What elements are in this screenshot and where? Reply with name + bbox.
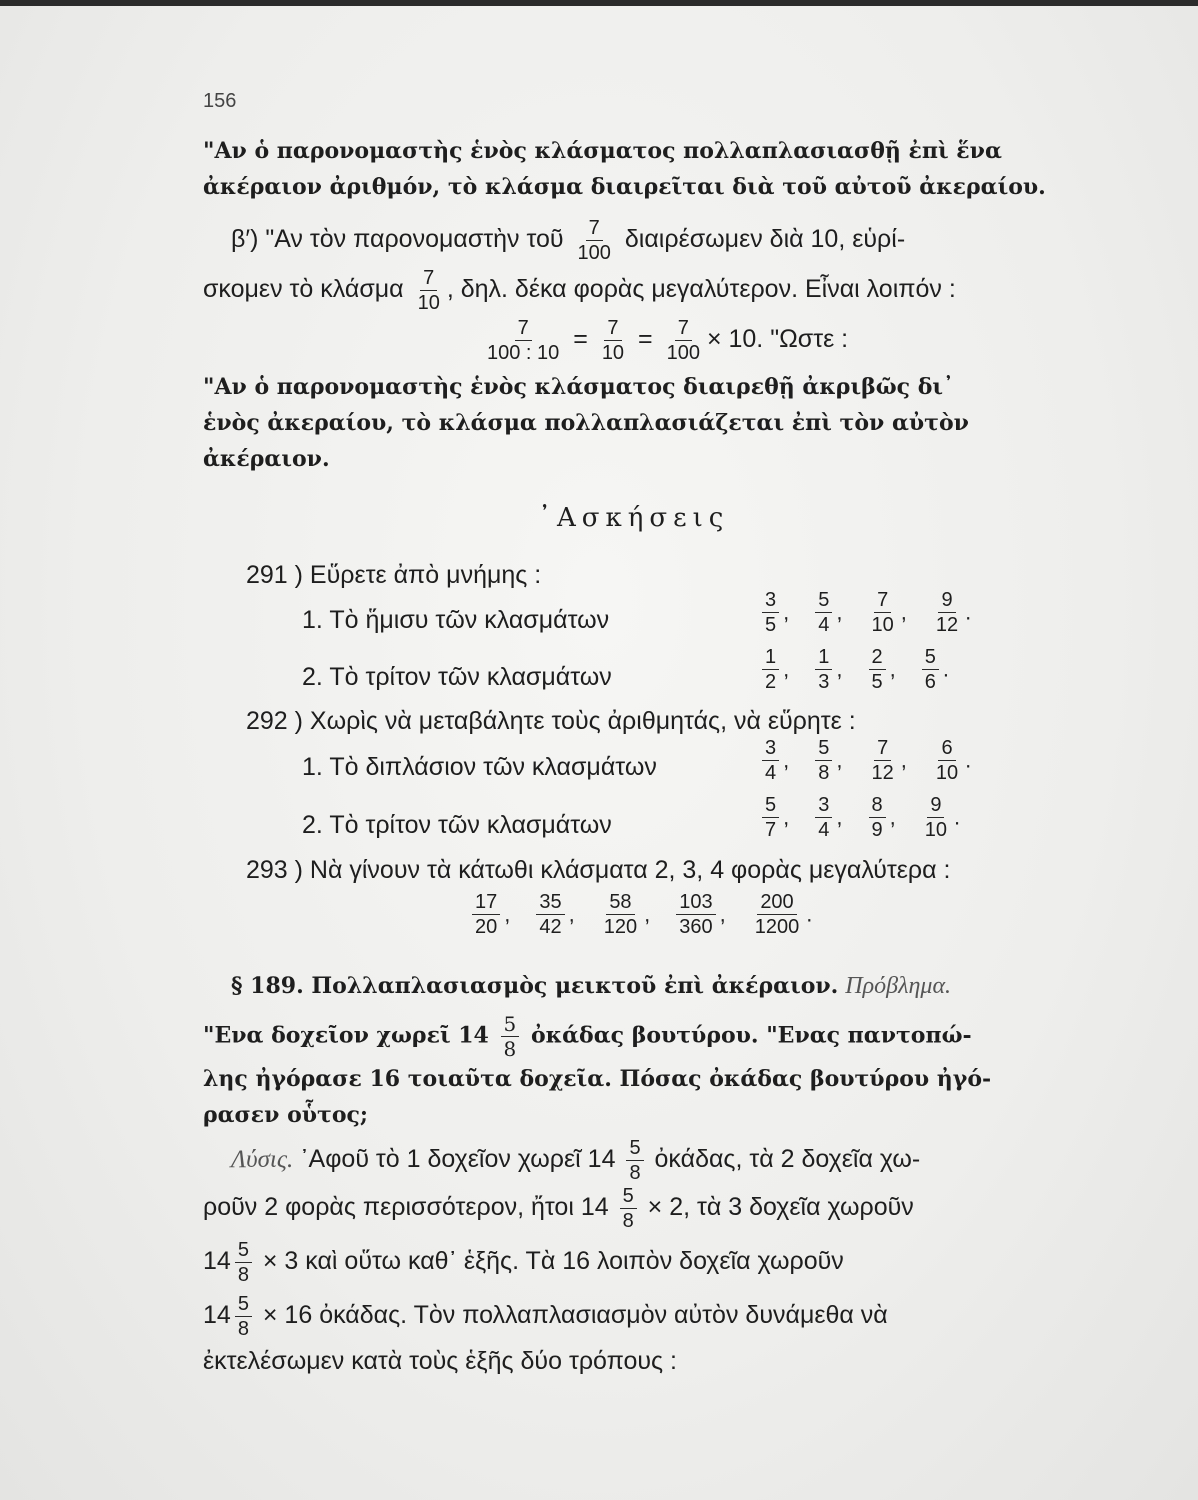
fraction-item: [758, 590, 789, 635]
solution-text7: 14: [203, 1301, 231, 1330]
fraction-item: [929, 590, 971, 635]
fraction-denominator: 8: [237, 1318, 249, 1340]
fraction-numerator: 5: [815, 590, 832, 613]
fraction-item: [468, 892, 510, 937]
solution-text1: ᾿Αφοῦ τὸ 1 δοχεῖον χωρεῖ 14: [300, 1145, 616, 1174]
fraction: [869, 647, 886, 692]
fraction-denominator: 4: [818, 819, 830, 841]
fraction: [626, 1138, 643, 1183]
fraction-item: [865, 738, 907, 783]
fraction-separator: .: [965, 747, 972, 773]
fraction-denominator: 5: [871, 671, 883, 693]
fraction: [815, 647, 832, 692]
fraction-separator: ,: [783, 747, 790, 773]
fraction: [235, 1240, 252, 1285]
solution-text3: ροῦν 2 φορὰς περισσότερον, ἤτοι 14: [203, 1193, 609, 1222]
fraction: [815, 590, 832, 635]
section-189-title-line: [231, 970, 951, 1001]
rule2-line2: ἑνὸς ἀκεραίου, τὸ κλάσμα πολλαπλασιάζεται ἐπὶ τὸν αὐτὸν: [203, 410, 969, 436]
section-189-title: § 189. Πολλαπλασιασμὸς μεικτοῦ ἐπὶ ἀκέραιον.: [231, 973, 839, 999]
fraction-item: [865, 647, 896, 692]
fraction-numerator: 2: [869, 647, 886, 670]
fraction: [933, 738, 961, 783]
fraction-numerator: 7: [515, 318, 532, 341]
fraction-numerator: 7: [604, 318, 621, 341]
exercise-292-item2-label: 2. Τὸ τρίτον τῶν κλασμάτων: [302, 811, 612, 839]
fraction-separator: .: [965, 599, 972, 625]
problem-label: Πρόβλημα.: [845, 973, 952, 999]
fraction: [599, 318, 627, 363]
equals-sign: =: [638, 325, 653, 354]
fraction-item: [865, 590, 907, 635]
fraction-denominator: 10: [935, 762, 959, 784]
fraction-item: [811, 738, 842, 783]
rule2-line3: ἀκέραιον.: [203, 446, 330, 472]
fraction-denominator: 5: [765, 614, 777, 636]
exercise-291-item2-fractions: [758, 647, 949, 692]
solution-text4: × 2, τὰ 3 δοχεῖα χωροῦν: [647, 1193, 914, 1222]
fraction-denominator: 360: [679, 916, 713, 938]
fraction-denominator: 6: [924, 671, 936, 693]
fraction-numerator: 5: [501, 1014, 520, 1037]
fraction-denominator: 10: [924, 819, 947, 841]
exercise-292-item2-fractions: [758, 795, 960, 840]
problem-line3: ρασεν οὗτος;: [203, 1102, 369, 1128]
fraction-denominator: 8: [629, 1162, 641, 1184]
rule1-line1: "Αν ὁ παρονομαστὴς ἑνὸς κλάσματος πολλαπλασιασθῇ ἐπὶ ἕνα: [203, 138, 1002, 164]
fraction-denominator: 4: [765, 762, 777, 784]
fraction-numerator: 5: [762, 795, 779, 818]
exercise-292-title: 292 ) Χωρὶς νὰ μεταβάλητε τοὺς ἀριθμητάς, νὰ εὕρητε :: [246, 707, 856, 735]
fraction-separator: ,: [783, 599, 790, 625]
fraction: [664, 318, 703, 363]
fraction-numerator: 7: [420, 268, 437, 291]
problem-line2: λης ἠγόρασε 16 τοιαῦτα δοχεῖα. Πόσας ὀκάδας βουτύρου ἠγό-: [203, 1066, 992, 1092]
fraction: [762, 795, 779, 840]
exercise-291-item1-fractions: [758, 590, 971, 635]
fraction-numerator: 35: [536, 892, 564, 915]
fraction-numerator: 17: [472, 892, 500, 915]
para-b-line1: [231, 218, 905, 263]
fraction: [815, 738, 832, 783]
fraction: [869, 795, 886, 840]
fraction-separator: ,: [719, 901, 726, 927]
solution-text6: × 3 καὶ οὕτω καθ᾿ ἑξῆς. Τὰ 16 λοιπὸν δοχεῖα χωροῦν: [262, 1247, 844, 1276]
para-b-text3: σκομεν τὸ κλάσμα: [203, 275, 404, 304]
fraction-denominator: 100 : 10: [487, 342, 560, 364]
fraction-denominator: 12: [871, 762, 894, 784]
exercise-291-item2-label: 2. Τὸ τρίτον τῶν κλασμάτων: [302, 663, 612, 691]
fraction: [869, 738, 897, 783]
fraction-numerator: 5: [815, 738, 832, 761]
fraction-denominator: 1200: [754, 916, 800, 938]
solution-text2: ὀκάδας, τὰ 2 δοχεῖα χω-: [654, 1145, 921, 1174]
fraction-numerator: 5: [620, 1186, 637, 1209]
equals-sign: =: [573, 325, 588, 354]
fraction-separator: ,: [836, 656, 843, 682]
fraction: [501, 1014, 520, 1059]
fraction-denominator: 9: [871, 819, 883, 841]
fraction-denominator: 2: [765, 671, 777, 693]
fraction-numerator: 7: [675, 318, 692, 341]
fraction: [472, 892, 500, 937]
fraction-item: [597, 892, 651, 937]
fraction-denominator: 120: [603, 916, 638, 938]
solution-line5: ἐκτελέσωμεν κατὰ τοὺς ἑξῆς δύο τρόπους :: [203, 1347, 677, 1375]
fraction-item: [918, 647, 949, 692]
fraction-separator: ,: [900, 747, 907, 773]
fraction-separator: ,: [783, 656, 790, 682]
fraction-item: [758, 795, 789, 840]
fraction: [676, 892, 715, 937]
rule2-line1: "Αν ὁ παρονομαστὴς ἑνὸς κλάσματος διαιρεθῇ ἀκριβῶς δι᾿: [203, 374, 955, 400]
fraction-separator: .: [942, 656, 949, 682]
fraction-numerator: 103: [676, 892, 715, 915]
fraction-numerator: 9: [927, 795, 944, 818]
solution-line4: [203, 1294, 888, 1339]
rule1-line2: ἀκέραιον ἀριθμόν, τὸ κλάσμα διαιρεῖται διὰ τοῦ αὐτοῦ ἀκεραίου.: [203, 174, 1046, 200]
fraction-denominator: 10: [417, 292, 440, 314]
fraction-numerator: 7: [874, 738, 891, 761]
fraction-separator: ,: [836, 747, 843, 773]
fraction: [752, 892, 803, 937]
fraction-denominator: 100: [577, 242, 611, 264]
fraction-item: [811, 795, 842, 840]
fraction-denominator: 12: [935, 614, 959, 636]
fraction-denominator: 8: [503, 1037, 517, 1061]
fraction: [922, 647, 939, 692]
para-b-text4: , δηλ. δέκα φορὰς μεγαλύτερον. Εἶναι λοιπόν :: [446, 275, 956, 304]
problem-line1: [203, 1014, 972, 1059]
fraction-separator: ,: [836, 804, 843, 830]
fraction: [235, 1294, 252, 1339]
fraction-item: [918, 795, 960, 840]
fraction-denominator: 10: [601, 342, 625, 364]
fraction-separator: ,: [783, 804, 790, 830]
solution-line1: [231, 1138, 920, 1183]
fraction-denominator: 7: [765, 819, 777, 841]
fraction: [536, 892, 564, 937]
solution-text5: 14: [203, 1247, 231, 1276]
solution-line3: [203, 1240, 844, 1285]
fraction-denominator: 42: [539, 916, 562, 938]
exercise-293-fractions: [468, 892, 812, 937]
fraction-numerator: 1: [762, 647, 779, 670]
solution-text8: × 16 ὀκάδας. Τὸν πολλαπλασιασμὸν αὐτὸν δυνάμεθα νὰ: [262, 1301, 888, 1330]
fraction-item: [865, 795, 896, 840]
fraction-denominator: 10: [871, 614, 894, 636]
equation-tail: × 10. "Ωστε :: [706, 325, 849, 354]
fraction-numerator: 5: [626, 1138, 643, 1161]
fraction: [762, 590, 779, 635]
fraction-numerator: 7: [586, 218, 603, 241]
fraction-item: [758, 738, 789, 783]
fraction-numerator: 5: [922, 647, 939, 670]
para-b-line2: [203, 268, 956, 313]
fraction-denominator: 20: [475, 916, 498, 938]
para-b-text2: διαιρέσωμεν διὰ 10, εὑρί-: [624, 225, 906, 254]
exercise-292-item1-label: 1. Τὸ διπλάσιον τῶν κλασμάτων: [302, 753, 657, 781]
fraction: [415, 268, 443, 313]
fraction-denominator: 8: [818, 762, 830, 784]
fraction-numerator: 7: [874, 590, 891, 613]
fraction-item: [748, 892, 813, 937]
fraction-item: [672, 892, 726, 937]
page-number: 156: [203, 90, 237, 112]
fraction: [869, 590, 897, 635]
fraction-denominator: 3: [818, 671, 830, 693]
fraction-denominator: 4: [818, 614, 830, 636]
fraction-numerator: 3: [762, 738, 779, 761]
fraction-denominator: 8: [622, 1210, 634, 1232]
fraction: [620, 1186, 637, 1231]
scan-top-edge: [0, 0, 1198, 6]
solution-label: Λύσις.: [231, 1146, 294, 1174]
fraction-separator: ,: [836, 599, 843, 625]
fraction-item: [758, 647, 789, 692]
fraction-numerator: 9: [938, 590, 955, 613]
para-b-text1: β′) "Αν τὸν παρονομαστὴν τοῦ: [231, 225, 564, 254]
equation: [480, 318, 848, 363]
fraction-numerator: 58: [606, 892, 634, 915]
fraction-numerator: 5: [235, 1294, 252, 1317]
fraction: [933, 590, 961, 635]
fraction-item: [929, 738, 971, 783]
exercise-293-title: 293 ) Νὰ γίνουν τὰ κάτωθι κλάσματα 2, 3, 4 φορὰς μεγαλύτερα :: [246, 856, 951, 884]
fraction-numerator: 8: [869, 795, 886, 818]
fraction: [601, 892, 640, 937]
problem-text1: "Ενα δοχεῖον χωρεῖ 14: [203, 1022, 489, 1049]
fraction-denominator: 100: [666, 342, 700, 364]
fraction-separator: ,: [900, 599, 907, 625]
fraction-denominator: 8: [237, 1264, 249, 1286]
fraction: [922, 795, 950, 840]
fraction-numerator: 5: [235, 1240, 252, 1263]
fraction-separator: .: [806, 901, 813, 927]
exercise-291-title: 291 ) Εὕρετε ἀπὸ μνήμης :: [246, 561, 542, 589]
fraction: [815, 795, 832, 840]
fraction-numerator: 1: [815, 647, 832, 670]
fraction-separator: ,: [889, 656, 896, 682]
fraction-separator: ,: [504, 901, 511, 927]
exercise-291-item1-label: 1. Τὸ ἥμισυ τῶν κλασμάτων: [302, 606, 610, 634]
fraction-item: [811, 647, 842, 692]
fraction-separator: ,: [568, 901, 575, 927]
fraction-numerator: 200: [757, 892, 796, 915]
fraction-separator: ,: [889, 804, 896, 830]
fraction: [762, 647, 779, 692]
fraction-separator: .: [954, 804, 961, 830]
fraction-item: [811, 590, 842, 635]
fraction-item: [532, 892, 574, 937]
exercise-292-item1-fractions: [758, 738, 971, 783]
solution-line2: [203, 1186, 914, 1231]
fraction: [762, 738, 779, 783]
fraction-numerator: 3: [762, 590, 779, 613]
fraction: [575, 218, 614, 263]
fraction-numerator: 3: [815, 795, 832, 818]
exercises-heading: ᾿Ασκήσεις: [538, 503, 730, 533]
problem-text2: ὀκάδας βουτύρου. "Ενας παντοπώ-: [530, 1022, 972, 1049]
fraction-separator: ,: [644, 901, 651, 927]
fraction-numerator: 6: [938, 738, 955, 761]
fraction: [484, 318, 562, 363]
